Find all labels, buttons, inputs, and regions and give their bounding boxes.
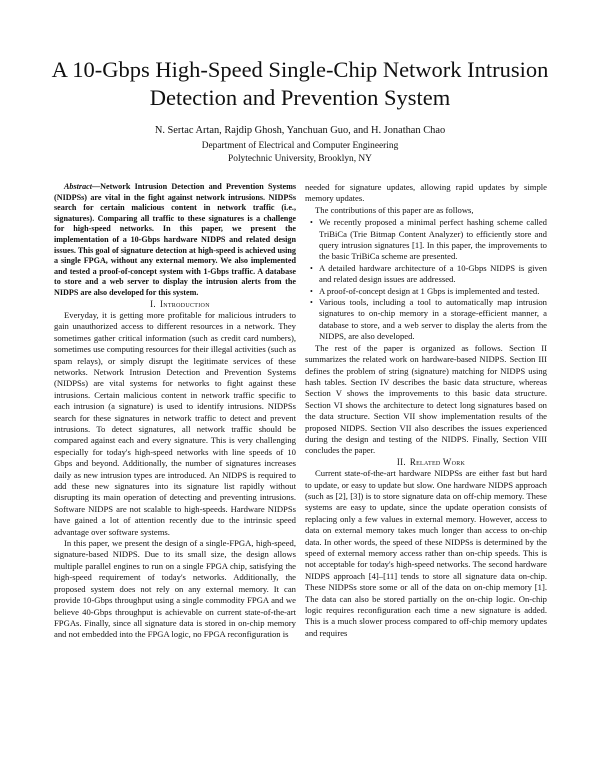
intro-continuation: needed for signature updates, allowing rapid updates by simple memory updates. [305, 182, 547, 204]
left-column [54, 182, 296, 641]
section-title: Introduction [159, 298, 210, 309]
list-item: • Various tools, including a tool to automatically map intrusion signatures to on-chip memory in a storage-efficient manner, a database to store, and a web server to display the alerts from the NIDPS, are also developed. [310, 297, 547, 342]
section-number: I. [150, 298, 156, 309]
contributions-list [305, 217, 547, 342]
intro-paragraph-1: Everyday, it is getting more profitable for malicious intruders to gain unauthorized access to different resources in a network. They sometimes gather critical information (such as credit card numbers), sometimes use computing resources for their illegal activities (such as spam relays), or simply disrupt the legitimate services of these networks. Network Intrusion Detection and Prevention Systems (NIDPSs) are vital systems for networks to fight against these intrusions. Certain malicious content in network traffic specific to each intrusion (a signature) is used to identify intrusions. NIDPSs search for these signatures in network traffic to detect and prevent intrusions. To detect signatures, all network traffic should be compared against each and every signature. This is very challenging especially for today's high-speed networks with line speeds of 10 Gbps and beyond. Additionally, the number of signatures increases daily as new intrusion types are introduced. An NIDPS is required to add these new signatures into its signature list rapidly without disrupting its main operation of detecting and preventing intrusions. Software NIDPS are not scalable to high-speeds. Hardware NIDPSs have gained a lot of attention recently due to the intrinsic speed advantage over software systems. [54, 309, 296, 537]
contributions-intro: The contributions of this paper are as follows, [315, 204, 474, 215]
section-heading-related-work [305, 457, 547, 468]
abstract-label: Abstract [64, 182, 92, 191]
organization-paragraph: The rest of the paper is organized as follows. Section II summarizes the related work on hardware-based NIDPS. Section III defines the problem of string (signature) matching for NIDPS using hash tables. Section IV describes the basic data structure, whereas Section V shows the improvements to this basic data structure. Section VI shows the architecture to detect long signatures based on the data structure. Section VII show implementation results of the proposed NIDPS. Section VII also describes the issues experienced during the design and testing of the NIDPS. Finally, Section VIII concludes the paper. [305, 342, 547, 456]
right-column [305, 182, 547, 639]
bullet-icon: • [310, 298, 313, 308]
intro-paragraph-2: In this paper, we present the design of a single-FPGA, high-speed, signature-based NIDPS. Due to its small size, the design allows multiple parallel engines to run on a single FPGA chip, satisfying the high-speed requirement of today's networks. Additionally, the proposed system does not rely on any external memory. It can provide 10-Gbps throughput using a single commodity FPGA and we believe 40-Gbps throughput is achievable on current state-of-the-art FPGAs. Finally, since all signature data is stored in on-chip memory and not embedded into the FPGA logic, no FPGA reconfiguration is [54, 538, 296, 640]
section-heading-introduction [54, 299, 296, 310]
author-list: N. Sertac Artan, Rajdip Ghosh, Yanchuan Guo, and H. Jonathan Chao [154, 125, 446, 136]
list-item: • A proof-of-concept design at 1 Gbps is implemented and tested. [310, 285, 540, 296]
section-number: II. [396, 456, 406, 467]
paper-title: A 10-Gbps High-Speed Single-Chip Network Intrusion Detection and Prevention System [51, 57, 549, 110]
list-item: • A detailed hardware architecture of a 10-Gbps NIDPS is given and related design issues are addressed. [310, 262, 547, 285]
author-block [40, 124, 560, 165]
abstract [54, 182, 296, 299]
bullet-icon: • [310, 218, 313, 228]
affiliation-university: Polytechnic University, Brooklyn, NY [228, 153, 372, 164]
section-title: Related Work [409, 456, 466, 467]
affiliation-department: Department of Electrical and Computer Engineering [201, 141, 399, 151]
bullet-icon: • [310, 263, 313, 273]
abstract-text: —Network Intrusion Detection and Prevention Systems (NIDPSs) are vital in the fight against network intrusions. NIDPSs search for certain malicious content in network traffic (i.e., signatures). Comparing all traffic to these signatures is a challenge for high-speed networks. In this paper, we present the implementation of a 10-Gbps hardware NIDPS and related design issues. This goal of signature detection at high-speed is achieved using a single FPGA, without any external memory. We also implemented and tested a proof-of-concept system with 1-Gbps traffic. A database to store and a web server to display the intrusion alerts from the NIDPS are also developed for this system. [54, 182, 296, 297]
list-item: • We recently proposed a minimal perfect hashing scheme called TriBiCa (Trie Bitmap Content Analyzer) to efficiently store and query intrusion signatures [1]. In this paper, the improvements to the basic TriBiCa scheme are presented. [310, 217, 547, 262]
related-work-paragraph: Current state-of-the-art hardware NIDPSs are either fast but hard to update, or easy to update but slow. One hardware NIDPS approach (such as [2], [3]) is to store signature data on off-chip memory. These systems are easy to update, since the update operation consists of replacing only a few values in external memory. However, access to data on external memory takes much longer than access to on-chip data. In other words, the speed of these NIDPSs is determined by the speed of external memory access rather than on-chip speeds. This is not acceptable for today's high-speed networks. The second hardware NIDPS approach [4]–[11] tends to store all signature data on-chip. These NIDPSs store some or all of the data on on-chip memory [1]. The data can also be stored partially on the on-chip logic. On-chip logic requires reconfiguration each time a new signature is added. This is a much slower process compared to off-chip memory updates and requires [305, 468, 547, 638]
bullet-icon: • [310, 286, 313, 296]
